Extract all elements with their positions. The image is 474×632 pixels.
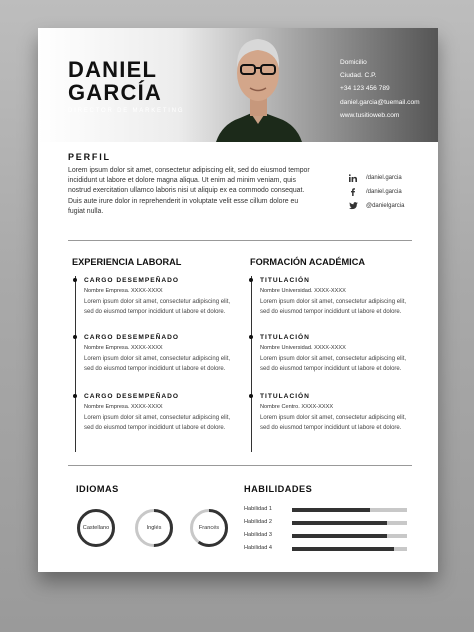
experiencia-item <box>84 277 234 318</box>
item-description: Lorem ipsum dolor sit amet, consectetur adipiscing elit, sed do eiusmod tempor incididunt ut labore et dolore. <box>260 415 407 431</box>
formacion-heading: FORMACIÓN ACADÉMICA <box>250 257 366 267</box>
experiencia-timeline <box>75 276 76 452</box>
first-name: DANIEL <box>68 57 158 82</box>
skill-label: Habilidad 2 <box>244 519 272 525</box>
timeline-dot <box>249 394 253 398</box>
social-item-linkedin <box>348 171 404 185</box>
experiencia-item <box>84 393 234 434</box>
linkedin-icon <box>348 173 358 183</box>
formacion-item <box>260 393 410 434</box>
skill-bar <box>292 521 407 525</box>
item-subtitle: Nombre Empresa. XXXX-XXXX <box>84 404 163 410</box>
skill-bar-fill <box>292 534 387 538</box>
item-description: Lorem ipsum dolor sit amet, consectetur adipiscing elit, sed do eiusmod tempor incididunt ut labore et dolore. <box>84 299 231 315</box>
perfil-heading: PERFIL <box>68 152 111 162</box>
item-description: Lorem ipsum dolor sit amet, consectetur adipiscing elit, sed do eiusmod tempor incididunt ut labore et dolore. <box>84 356 231 372</box>
timeline-dot <box>73 335 77 339</box>
skill-bar-fill <box>292 547 394 551</box>
formacion-item <box>260 334 410 375</box>
language-ring <box>134 508 174 548</box>
item-subtitle: Nombre Empresa. XXXX-XXXX <box>84 345 163 351</box>
item-title: CARGO DESEMPEÑADO <box>84 277 180 284</box>
item-title: CARGO DESEMPEÑADO <box>84 334 180 341</box>
skill-bar <box>292 547 407 551</box>
contact-info <box>340 56 420 122</box>
timeline-dot <box>73 394 77 398</box>
experiencia-heading: EXPERIENCIA LABORAL <box>72 257 182 267</box>
language-label: Francés <box>198 525 220 531</box>
item-description: Lorem ipsum dolor sit amet, consectetur adipiscing elit, sed do eiusmod tempor incididunt ut labore et dolore. <box>84 415 231 431</box>
facebook-handle: /daniel.garcia <box>366 189 402 195</box>
item-title: CARGO DESEMPEÑADO <box>84 393 180 400</box>
language-label: Inglés <box>146 525 162 531</box>
contact-address: Domicilio <box>340 59 367 66</box>
resume-header <box>38 28 438 142</box>
skill-bar-fill <box>292 521 387 525</box>
timeline-dot <box>249 335 253 339</box>
skill-label: Habilidad 1 <box>244 506 272 512</box>
item-description: Lorem ipsum dolor sit amet, consectetur adipiscing elit, sed do eiusmod tempor incididunt ut labore et dolore. <box>260 299 407 315</box>
skill-label: Habilidad 3 <box>244 532 272 538</box>
formacion-timeline <box>251 276 252 452</box>
job-title: DIRECTOR DE MARKETING <box>68 108 185 114</box>
resume-page <box>38 28 438 572</box>
item-description: Lorem ipsum dolor sit amet, consectetur adipiscing elit, sed do eiusmod tempor incididunt ut labore et dolore. <box>260 356 407 372</box>
candidate-name <box>68 58 162 104</box>
item-title: TITULACIÓN <box>260 393 310 400</box>
language-ring <box>189 508 229 548</box>
perfil-text: Lorem ipsum dolor sit amet, consectetur adipiscing elit, sed do eiusmod tempor incididunt ut labore et dolore magna aliqua. Ut enim ad minim veniam, quis nostrud exercitation ullamco laboris nisi ut aliquip ex ea commodo consequat. Duis aute irure dolor in reprehenderit in voluptate velit esse cillum dolore eu fugiat nulla. <box>68 167 310 215</box>
skill-bar <box>292 508 407 512</box>
item-title: TITULACIÓN <box>260 334 310 341</box>
item-subtitle: Nombre Centro. XXXX-XXXX <box>260 404 334 410</box>
item-subtitle: Nombre Empresa. XXXX-XXXX <box>84 288 163 294</box>
last-name: GARCÍA <box>68 80 162 105</box>
facebook-icon <box>348 187 358 197</box>
language-ring <box>76 508 116 548</box>
language-label: Castellano <box>82 525 110 531</box>
idiomas-heading: IDIOMAS <box>76 484 119 494</box>
item-subtitle: Nombre Universidad. XXXX-XXXX <box>260 288 346 294</box>
timeline-dot <box>73 278 77 282</box>
divider <box>68 240 412 241</box>
item-subtitle: Nombre Universidad. XXXX-XXXX <box>260 345 346 351</box>
social-links <box>348 171 404 213</box>
contact-city: Ciudad. C.P. <box>340 72 377 80</box>
contact-website: www.tusitioweb.com <box>340 111 400 119</box>
social-item-facebook <box>348 185 404 199</box>
experiencia-item <box>84 334 234 375</box>
divider <box>68 465 412 466</box>
contact-email: daniel.garcia@tuemail.com <box>340 98 420 106</box>
contact-phone: +34 123 456 789 <box>340 85 390 93</box>
skill-label: Habilidad 4 <box>244 545 272 551</box>
social-item-twitter <box>348 199 404 213</box>
twitter-icon <box>348 201 358 211</box>
twitter-handle: @danielgarcia <box>366 203 405 209</box>
skill-bar <box>292 534 407 538</box>
timeline-dot <box>249 278 253 282</box>
item-title: TITULACIÓN <box>260 277 310 284</box>
habilidades-heading: HABILIDADES <box>244 484 313 494</box>
linkedin-handle: /daniel.garcia <box>366 175 402 181</box>
formacion-item <box>260 277 410 318</box>
skill-bar-fill <box>292 508 370 512</box>
profile-photo <box>208 28 308 142</box>
